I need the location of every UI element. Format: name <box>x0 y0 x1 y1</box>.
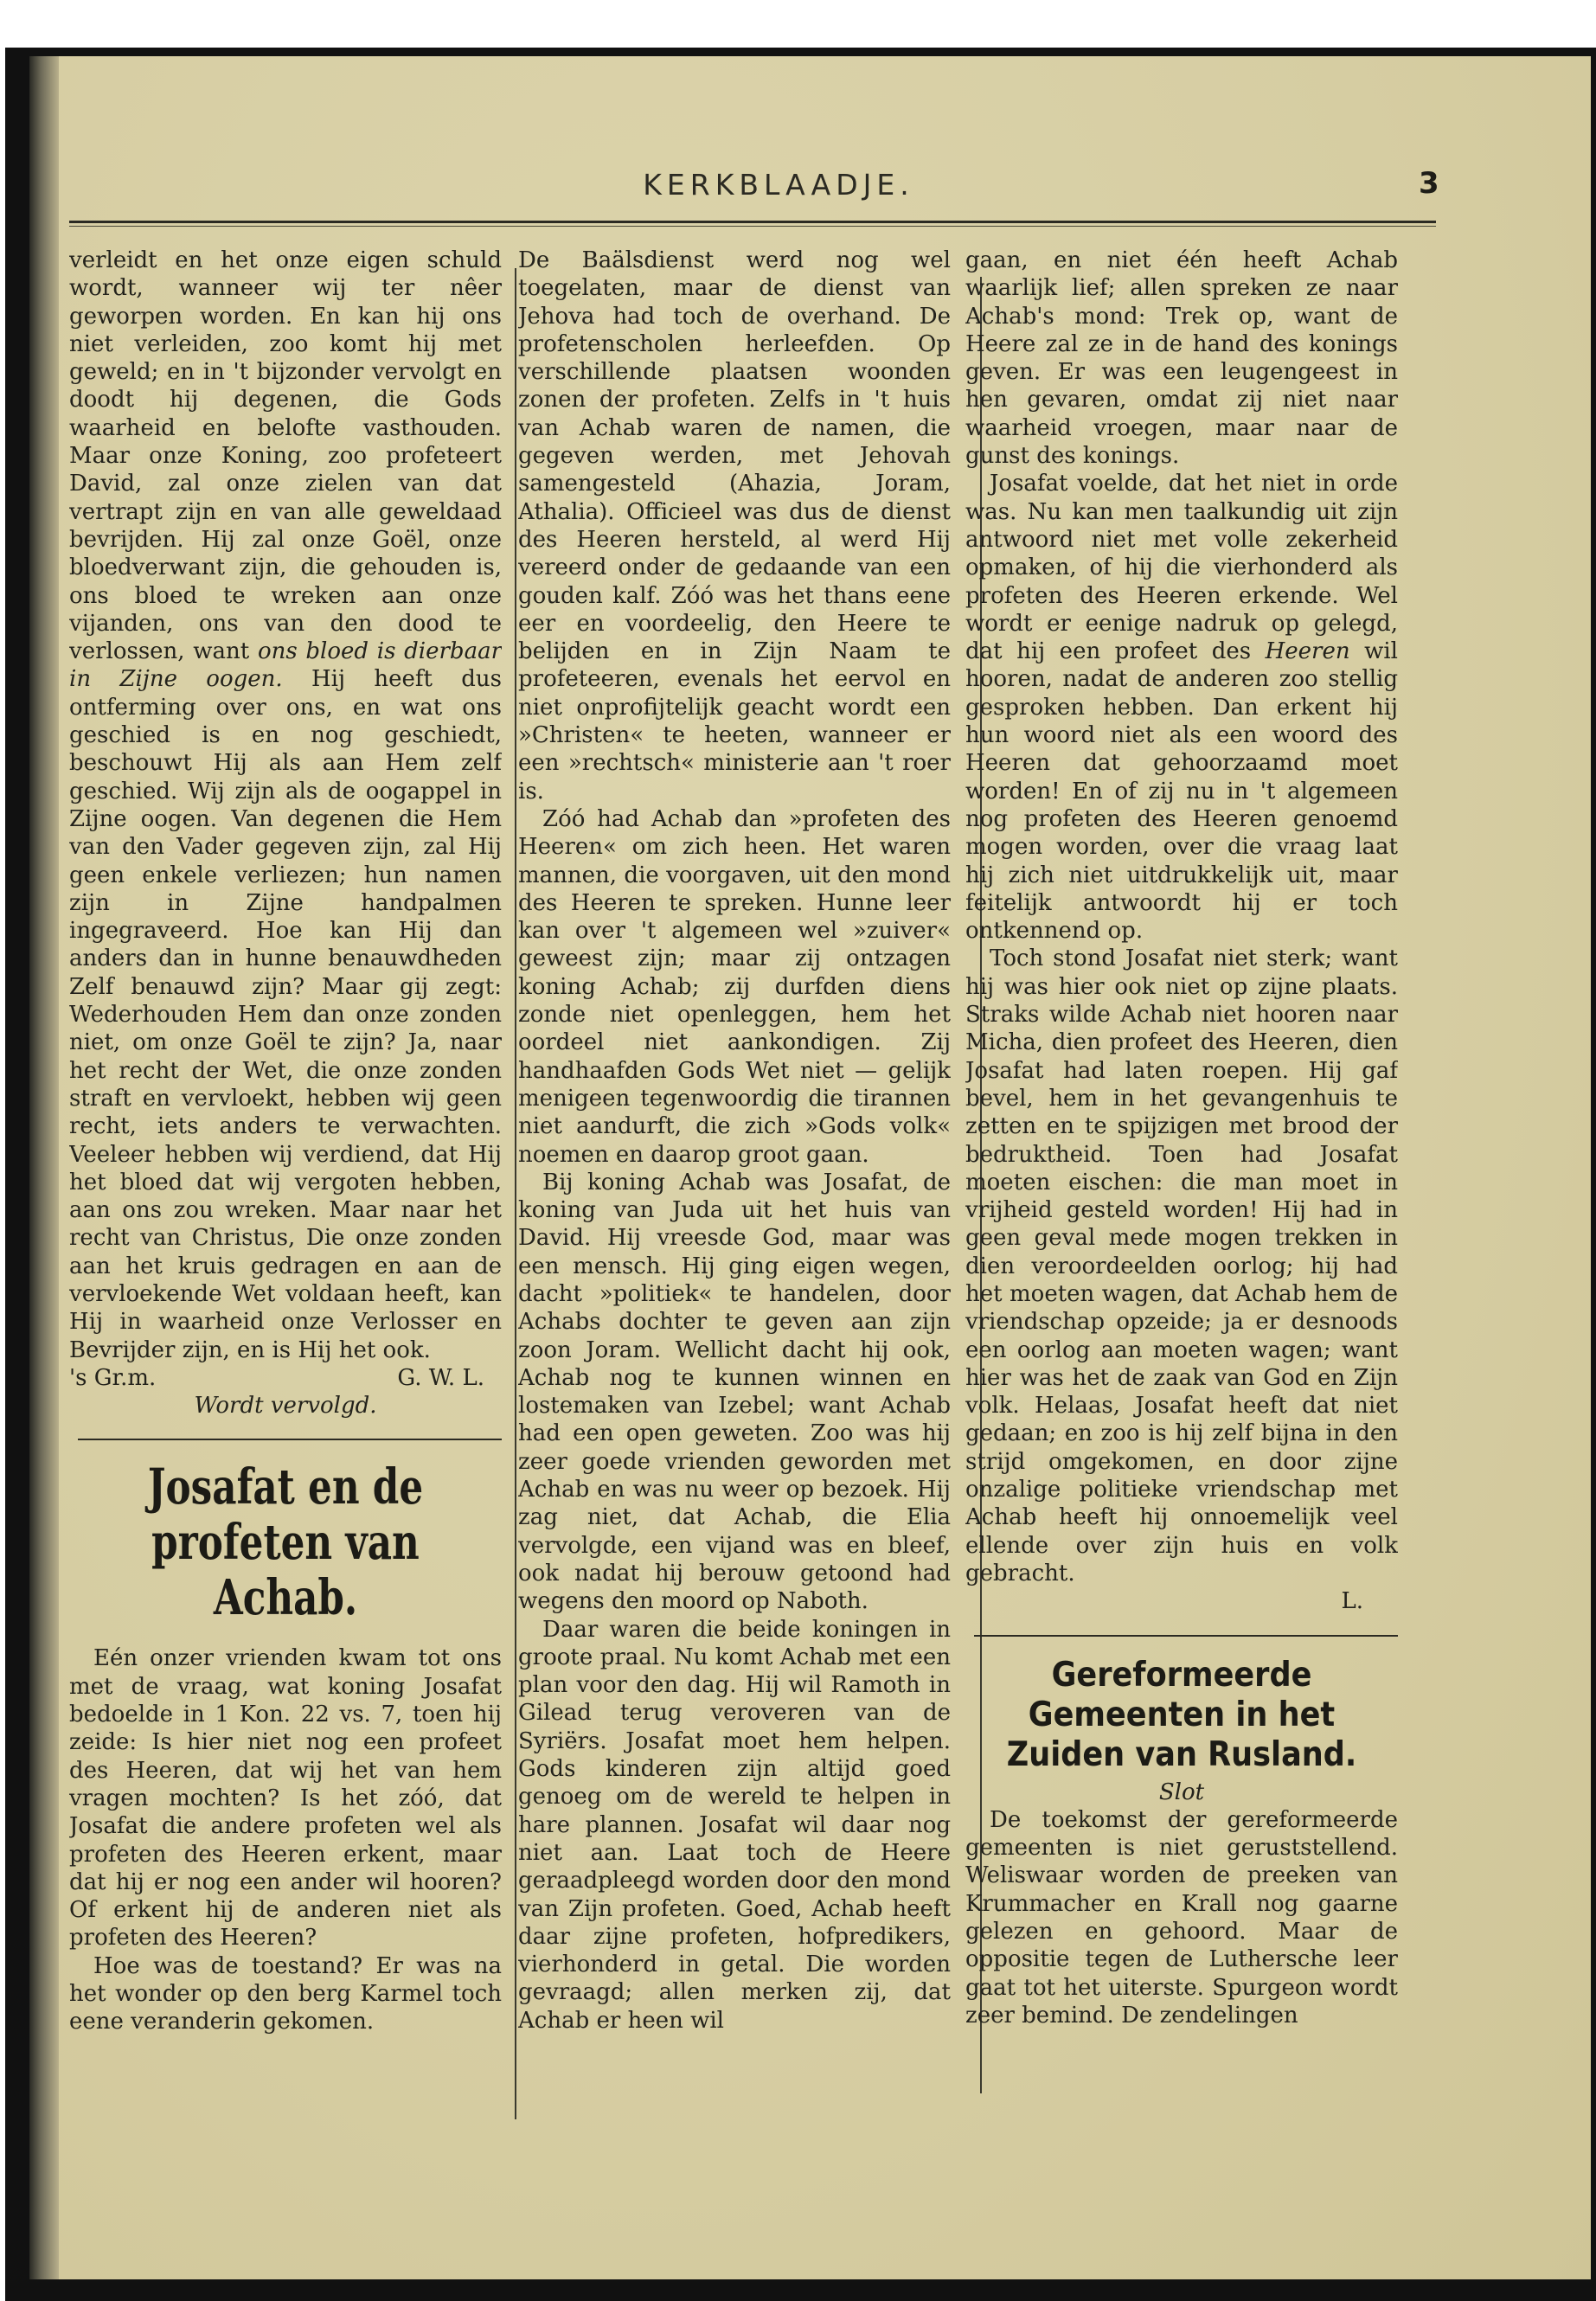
header-rule <box>69 221 1436 223</box>
column-left <box>69 247 502 2176</box>
signature: L. <box>1341 1588 1363 1615</box>
continued-note: Wordt vervolgd. <box>194 1393 377 1420</box>
italic-text: Heeren <box>1265 638 1350 665</box>
text-run: verleidt en het onze eigen schuld wordt, wanneer wij ter nêer geworpen worden. En kan hij ons niet verleiden, zoo komt hij met geweld; en in 't bijzonder vervolgt en doodt hij degenen, die Gods waarheid en belofte vasthouden. Maar onze Koning, zoo profeteert David, zal onze zielen van dat vertrapt zijn en van alle geweldaad bevrijden. Hij zal onze Goël, onze bloedverwant zijn, die gehouden is, ons bloed te wreken aan onze vijanden, ons van den dood te verlossen, want <box>69 247 502 665</box>
article-subtitle: Slot <box>1158 1779 1205 1805</box>
paragraph: Hoe was de toestand? Er was na het wonder op den berg Karmel toch eene veranderin gekomen. <box>69 1952 502 2035</box>
article-separator <box>78 1439 502 1440</box>
paragraph: Toch stond Josafat niet sterk; want hij was hier ook niet op zijne plaats. Straks wilde Achab niet hooren naar Micha, dien profeet des Heeren, dien Josafat had laten roepen. Hij gaf bevel, hem in het gevangenhuis te zetten en te spijzigen met brood der bedruktheid. Toen had Josafat moeten eischen: die man moet in vrijheid gesteld worden! Hij had in geen geval mede mogen trekken in dien veroordeelden oorlog; hij had het moeten wagen, dat Achab hem de vriendschap opzeide; ja er desnoods een oorlog aan moeten wagen; want hier was het de zaak van God en Zijn volk. Helaas, Josafat heeft dat niet gedaan; en zoo is hij zelf bijna in den strijd omgekomen, en door zijne onzalige politieke vriendschap met Achab heeft hij onnoemelijk veel ellende over zijn huis en volk gebracht. <box>965 945 1398 1586</box>
header-rule-thin <box>69 226 1436 227</box>
article-separator <box>974 1635 1398 1637</box>
paragraph <box>69 247 502 1364</box>
paragraph: gaan, en niet één heeft Achab waarlijk lief; allen spreken ze naar Achab's mond: Trek op, want de Heere zal ze in de hand des konings geven. Er was een leugengeest in hen gevaren, omdat zij niet naar waarheid vroegen, maar naar de gunst des konings. <box>965 247 1398 470</box>
paragraph: De Baälsdienst werd nog wel toegelaten, maar de dienst van Jehova had toch de overhand. De profetenscholen herleefden. Op verschillende plaatsen woonden zonen der profeten. Zelfs in 't huis van Achab waren de namen, die gegeven werden, met Jehovah samengesteld (Ahazia, Joram, Athalia). Officieel was dus de dienst des Heeren hersteld, al werd Hij vereerd onder de gedaande van een gouden kalf. Zóó was het thans eene eer en voordeelig, den Heere te belijden en in Zijn Naam te profeteeren, evenals het eervol en niet onprofijtelijk geacht wordt een »Christen« te heeten, wanneer er een »rechtsch« ministerie aan 't roer is. <box>518 247 951 804</box>
paragraph: De toekomst der gereformeerde gemeenten is niet geruststellend. Weliswaar worden de preeken van Krummacher en Krall nog gaarne gelezen en gehoord. Maar de oppositie tegen de Luthersche leer gaat tot het uiterste. Spurgeon wordt zeer bemind. De zendelingen <box>965 1806 1398 2029</box>
signature-line <box>69 1364 502 1392</box>
running-header <box>69 164 1439 216</box>
paragraph: Bij koning Achab was Josafat, de koning van Juda uit het huis van David. Hij vreesde God, maar was een mensch. Hij ging eigen wegen, dacht »politiek« te handelen, door Achabs dochter te geven aan zijn zoon Joram. Wellicht dacht hij ook, Achab nog te kunnen winnen en lostemaken van Izebel; want Achab had een open geweten. Zoo was hij zeer goede vrienden geworden met Achab en was nu weer op bezoek. Hij zag niet, dat Achab, die Elia vervolgde, een vijand was en bleef, ook nadat hij berouw getoond had wegens den moord op Naboth. <box>518 1169 951 1615</box>
text-run: Hij heeft dus ontferming over ons, en wat ons geschied is en nog geschiedt, beschouwt Hij als aan Hem zelf geschied. Wij zijn als de oogappel in Zijne oogen. Van degenen die Hem van den Vader gegeven zijn, zal Hij geen enkele verliezen; hun namen zijn in Zijne handpalmen ingegraveerd. Hoe kan Hij dan anders dan in hunne benauwdheden Zelf benauwd zijn? Maar gij zegt: Wederhouden Hem dan onze zonden niet, om onze Goël te zijn? Ja, naar het recht der Wet, die onze zonden straft en vervloekt, hebben wij geen recht, iets anders te verwachten. Veeleer hebben wij verdiend, dat Hij het bloed dat wij vergoten hebben, aan ons zou wreken. Maar naar het recht van Christus, Die onze zonden aan het kruis gedragen en aan de vervloekende Wet voldaan heeft, kan Hij in waarheid onze Verlosser en Bevrijder zijn, en is Hij het ook. <box>69 666 502 1363</box>
column-middle <box>518 247 951 2176</box>
text-run: wil hooren, nadat de anderen zoo stellig gesproken hebben. Dan erkent hij hun woord niet als een woord des Heeren dat gehoorzaamd moet worden! En of zij nu in 't algemeen nog profeten des Heeren genoemd mogen worden, over die vraag laat hij zich niet uitdrukkelijk uit, maar feitelijk antwoordt hij er toch ontkennend op. <box>965 638 1398 945</box>
article-title: Gereformeerde Gemeenten in het Zuiden van Rusland. <box>1006 1655 1357 1774</box>
running-title: KERKBLAADJE. <box>643 168 914 202</box>
signature-place: 's Gr.m. <box>69 1364 157 1391</box>
paragraph: Daar waren die beide koningen in groote praal. Nu komt Achab met een plan voor den dag. Hij wil Ramoth in Gilead terug veroveren van de Syriërs. Josafat moet hem helpen. Gods kinderen zijn altijd goed genoeg om de wereld te helpen in hare plannen. Josafat wil daar nog niet aan. Laat toch de Heere geraadpleegd worden door den mond van Zijn profeten. Goed, Achab heeft daar zijne profeten, hofpredikers, vierhonderd in getal. Die worden gevraagd; allen merken zij, dat Achab er heen wil <box>518 1616 951 2034</box>
top-margin <box>0 0 1596 48</box>
italic-text: ons bloed is dierbaar in Zijne oogen. <box>69 638 502 693</box>
column-right <box>965 247 1398 2176</box>
paragraph: Eén onzer vrienden kwam tot ons met de vraag, wat koning Josafat bedoelde in 1 Kon. 22 vs. 7, toen hij zeide: Is hier niet nog een profeet des Heeren, dat wij het van hem vragen mochten? Is het zóó, dat Josafat die andere profeten wel als profeten des Heeren erkent, maar dat hij er nog een ander wil hooren? Of erkent hij de anderen niet als profeten des Heeren? <box>69 1645 502 1952</box>
column-divider-left <box>515 268 516 2119</box>
paragraph <box>965 470 1398 945</box>
article-title: Josafat en de profeten van Achab. <box>147 1458 424 1627</box>
signature-initials: G. W. L. <box>397 1364 484 1391</box>
book-binding <box>29 56 59 2279</box>
text-run: Josafat voelde, dat het niet in orde was. Nu kan men taalkundig uit zijn antwoord niet met volle zekerheid opmaken, of hij die vierhonderd als profeten des Heeren erkende. Wel wordt er eenige nadruk op gelegd, dat hij een profeet des <box>965 471 1398 665</box>
paragraph: Zóó had Achab dan »profeten des Heeren« om zich heen. Het waren mannen, die voorgaven, uit den mond des Heeren te spreken. Hunne leer kan over 't algemeen wel »zuiver« geweest zijn; maar zij ontzagen koning Achab; zij durfden diens zonde niet openleggen, hem het oordeel niet aankondigen. Zij handhaafden Gods Wet niet — gelijk menigeen tegenwoordig die tirannen niet aandurft, die zich »Gods volk« noemen en daarop groot gaan. <box>518 805 951 1168</box>
page-number: 3 <box>1419 166 1439 201</box>
